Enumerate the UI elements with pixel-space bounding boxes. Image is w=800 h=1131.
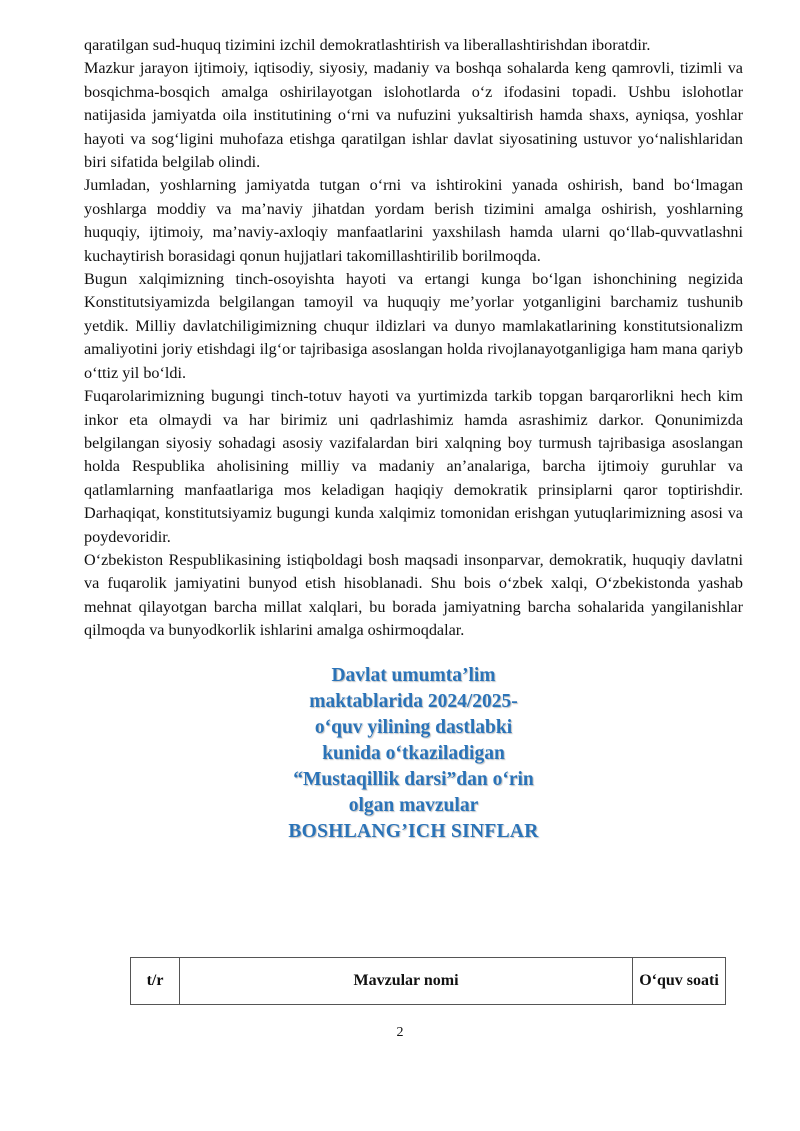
- table-header-row: [131, 958, 726, 1005]
- section-title: [84, 663, 743, 845]
- paragraph: qaratilgan sud-huquq tizimini izchil demokratlashtirish va liberallashtirishdan iboratdir.: [84, 36, 651, 54]
- paragraph: Fuqarolarimizning bugungi tinch-totuv hayoti va yurtimizda tarkib topgan barqarorlikni hech kim inkor eta olmaydi va har birimiz uni qadrlashimiz hamda asrashimiz darkor. Qonunimizda belgilangan siyosiy sohadagi asosiy vazifalardan biri xalqning boy turmush tajribasiga asoslangan holda Respublika aholisining milliy va madaniy an’analariga, barcha ijtimoiy guruhlar va qatlamlarning manfaatlariga mos keladigan haqiqiy demokratik prinsiplarni qaror toptirishdir. Darhaqiqat, konstitutsiyamiz bugungi kunda xalqimiz tomonidan erishgan yutuqlarimizning asosi va poydevoridir.: [84, 387, 743, 546]
- header-hours: O‘quv soati: [633, 958, 726, 1005]
- paragraph: O‘zbekiston Respublikasining istiqboldagi bosh maqsadi insonparvar, demokratik, huquqiy davlatni va fuqarolik jamiyatini bunyod etish hisoblanadi. Shu bois o‘zbek xalqi, O‘zbekistonda yashab mehnat qilayotgan barcha millat xalqlari, bu borada jamiyatning barcha sohalarida yangilanishlar qilmoqda va bunyodkorlik ishlarini amalga oshirmoqdalar.: [84, 550, 743, 640]
- title-line: maktablarida 2024/2025-: [309, 690, 518, 712]
- title-line: “Mustaqillik darsi”dan o‘rin: [293, 768, 534, 790]
- title-line: Davlat umumta’lim: [331, 664, 496, 686]
- header-topic-name: Mavzular nomi: [180, 958, 633, 1005]
- topics-table: [130, 957, 726, 1005]
- title-line: kunida o‘tkaziladigan: [322, 742, 505, 764]
- paragraph: Bugun xalqimizning tinch-osoyishta hayoti va ertangi kunga bo‘lgan ishonchining negizida Konstitutsiyamizda belgilangan tamoyil va huquqiy me’yorlar yotganligini barchamiz tushunib yetdik. Milliy davlatchiligimizning chuqur ildizlari va dunyo mamlakatlarining konstitutsionalizm amaliyotini joriy etishdagi ilg‘or tajribasiga asoslangan holda rivojlanayotganligiga ham mana qariyb o‘ttiz yil bo‘ldi.: [84, 270, 743, 382]
- title-line: o‘quv yilining dastlabki: [314, 716, 513, 738]
- paragraph: Jumladan, yoshlarning jamiyatda tutgan o‘rni va ishtirokini yanada oshirish, band bo‘lmagan yoshlarga moddiy va ma’naviy jihatdan yordam berish tizimini amalga oshirish, yoshlarning huquqiy, ijtimoiy, ma’naviy-axloqiy manfaatlarini yaxshilash hamda ularni qo‘llab-quvvatlashni kuchaytirish borasidagi qonun hujjatlari takomillashtirilib borilmoqda.: [84, 176, 743, 265]
- title-line: olgan mavzular: [348, 794, 479, 816]
- page-number: 2: [396, 1025, 404, 1040]
- header-number: t/r: [131, 958, 180, 1005]
- grade-heading: BOSHLANG’ICH SINFLAR: [288, 820, 539, 842]
- document-page: [84, 34, 743, 845]
- paragraph: Mazkur jarayon ijtimoiy, iqtisodiy, siyosiy, madaniy va boshqa sohalarda keng qamrovli, tizimli va bosqichma-bosqich amalga oshirilayotgan islohotlarda o‘z ifodasini topadi. Ushbu islohotlar natijasida jamiyatda oila institutining o‘rni va nufuzini yuksaltirish hamda shaxs, ayniqsa, yoshlar hayoti va sog‘ligini muhofaza etishga qaratilgan ishlar davlat siyosatining ustuvor yo‘nalishlaridan biri sifatida belgilab olindi.: [84, 59, 743, 172]
